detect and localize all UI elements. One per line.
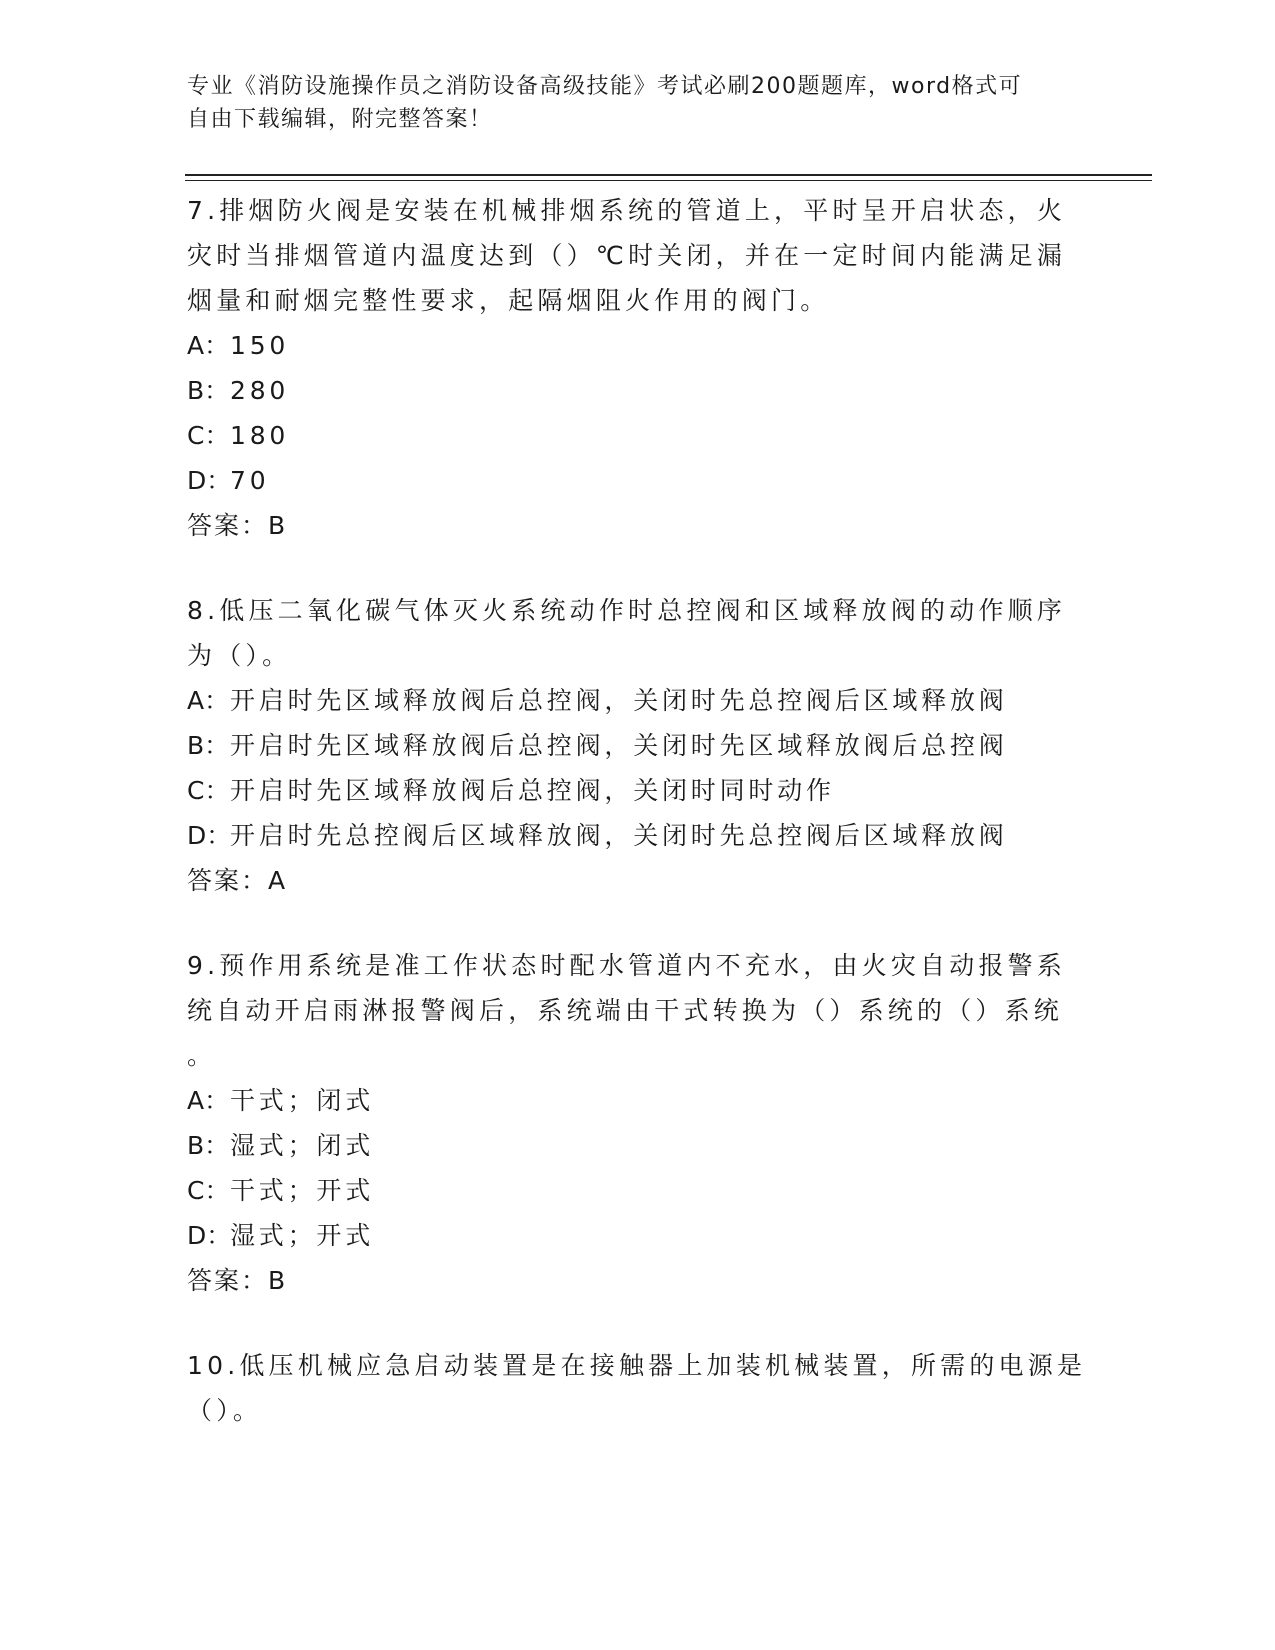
option-b [187,368,1087,413]
option-d [187,1213,1087,1258]
option-d [187,813,1087,858]
option-text: 干式；闭式 [230,1086,375,1115]
question-stem-line: 9.预作用系统是准工作状态时配水管道内不充水，由火灾自动报警系 [187,951,1067,980]
option-text: 开启时先总控阀后区域释放阀，关闭时先总控阀后区域释放阀 [230,821,1008,850]
answer-line: 答案：A [187,866,288,895]
option-text: 70 [230,466,270,495]
question-stem-line: 7.排烟防火阀是安装在机械排烟系统的管道上，平时呈开启状态，火 [187,196,1067,225]
option-text: 开启时先区域释放阀后总控阀，关闭时先总控阀后区域释放阀 [230,686,1008,715]
question-stem-line: 。 [187,1041,217,1070]
option-key: A： [187,1086,230,1115]
option-text: 280 [230,376,290,405]
question-stem-line: 8.低压二氧化碳气体灭火系统动作时总控阀和区域释放阀的动作顺序 [187,596,1067,625]
header-line-1: 专业《消防设施操作员之消防设备高级技能》考试必刷200题题库，word格式可 [187,74,1023,99]
question-10 [187,1343,1087,1433]
question-stem-line: （）。 [187,1396,263,1425]
document-header [187,70,1067,136]
option-key: A： [187,331,230,360]
question-list [187,188,1087,1473]
option-key: C： [187,776,230,805]
option-c [187,1168,1087,1213]
question-stem-line: 烟量和耐烟完整性要求，起隔烟阻火作用的阀门。 [187,286,830,315]
question-stem-line: 10.低压机械应急启动装置是在接触器上加装机械装置，所需的电源是 [187,1351,1087,1380]
option-text: 开启时先区域释放阀后总控阀，关闭时先区域释放阀后总控阀 [230,731,1008,760]
question-9 [187,943,1087,1303]
option-key: D： [187,1221,232,1250]
option-key: B： [187,731,230,760]
option-text: 开启时先区域释放阀后总控阀，关闭时同时动作 [230,776,835,805]
option-b [187,723,1087,768]
option-b [187,1123,1087,1168]
question-7 [187,188,1087,548]
header-line-2: 自由下载编辑，附完整答案！ [187,107,493,132]
option-c [187,413,1087,458]
option-c [187,768,1087,813]
header-divider-thick [185,174,1152,176]
option-text: 湿式；闭式 [230,1131,375,1160]
option-key: C： [187,1176,230,1205]
option-key: C： [187,421,230,450]
option-text: 湿式；开式 [230,1221,375,1250]
option-d [187,458,1087,503]
header-divider-thin [185,180,1152,181]
option-text: 150 [230,331,290,360]
answer-line: 答案：B [187,511,288,540]
option-text: 干式；开式 [230,1176,375,1205]
question-stem-line: 灾时当排烟管道内温度达到（）℃时关闭，并在一定时间内能满足漏 [187,241,1067,270]
option-key: B： [187,376,230,405]
option-key: B： [187,1131,230,1160]
option-a [187,323,1087,368]
option-a [187,1078,1087,1123]
option-key: D： [187,466,232,495]
option-key: A： [187,686,230,715]
option-text: 180 [230,421,290,450]
answer-line: 答案：B [187,1266,288,1295]
question-stem-line: 为（）。 [187,641,292,670]
option-key: D： [187,821,232,850]
question-stem-line: 统自动开启雨淋报警阀后，系统端由干式转换为（）系统的（）系统 [187,996,1064,1025]
option-a [187,678,1087,723]
question-8 [187,588,1087,903]
